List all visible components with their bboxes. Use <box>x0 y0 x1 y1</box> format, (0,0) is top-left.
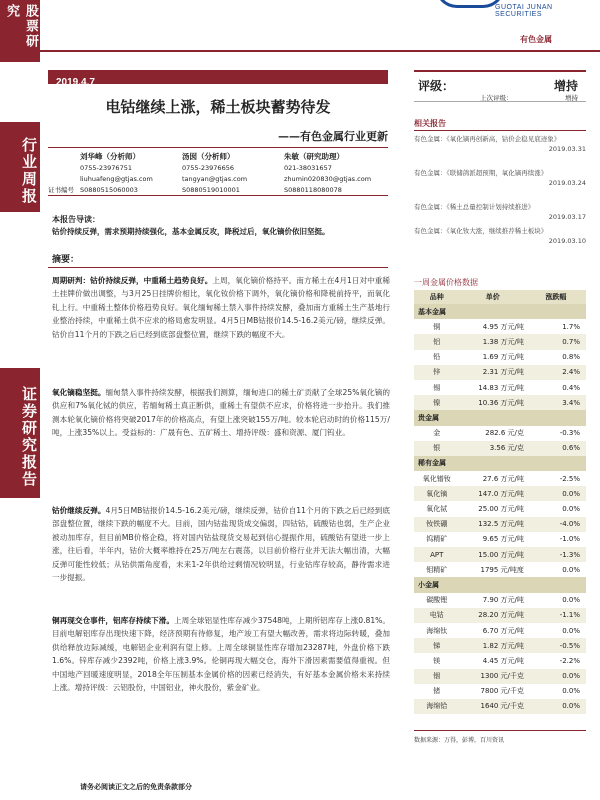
analyst-name: 朱敏（研究助理） <box>284 152 344 161</box>
analyst-cert: S0880118080078 <box>284 185 342 194</box>
metal-price-cell: 28.20 万元/吨 <box>460 608 526 623</box>
related-report-item[interactable] <box>414 168 586 188</box>
table-row <box>414 593 586 608</box>
sector-tag: 有色金属 <box>520 35 552 44</box>
metal-name-cell: 锑 <box>414 638 460 653</box>
col-header-price: 单价 <box>460 290 526 304</box>
table-row <box>414 441 586 456</box>
metal-name-cell: 镁 <box>433 656 441 665</box>
metal-change-cell: -1.0% <box>559 535 580 544</box>
table-row <box>414 638 586 653</box>
price-table-heading: 一周金属价格数据 <box>414 278 478 287</box>
metal-name-cell: 镍 <box>414 395 460 410</box>
related-report-item[interactable] <box>414 226 586 246</box>
metal-name-cell: 锌 <box>414 365 460 380</box>
metal-name-cell: 氧化镝 <box>414 486 460 501</box>
metal-change-cell: 0.0% <box>562 565 580 574</box>
metal-price-cell: 14.83 万元/吨 <box>478 383 524 392</box>
table-row <box>414 623 586 638</box>
report-date: 2019.4.7 <box>56 77 95 88</box>
metal-change-cell: 0.0% <box>562 626 580 635</box>
metal-price-cell: 3.56 元/克 <box>460 441 526 456</box>
left-band <box>0 0 40 800</box>
related-report-date: 2019.03.17 <box>548 213 586 221</box>
metal-price-cell: 1300 元/千克 <box>460 669 526 684</box>
paragraph-body: 缅甸禁入事件持续发酵，根据我们测算，缅甸进口的稀土矿贡献了全球25%氧化镝的供应和7%氧化铽的供应，若缅甸稀土真正断供，重稀土有望供不应求，价格将进一步抬升。我们推测本轮氧化镝价格将突破2017年的价格高点，有望上涨突破155万/吨。较本轮启动时的价格115万/吨，上涨35%以上。受益标的：广晟有色、五矿稀土、增持评级：盛和资源、厦门钨业。 <box>52 388 391 438</box>
analyst-phone: 021-38031657 <box>284 163 332 172</box>
metal-change-cell: 0.0% <box>562 687 580 696</box>
metal-price-table <box>414 290 586 714</box>
analyst-phone: 0755-23976751 <box>80 163 132 172</box>
table-row <box>414 486 586 501</box>
guide-text: 钴价持续反弹，需求预期持续强化，基本金属反攻，降税过后，氧化镝价依旧坚挺。 <box>52 227 330 236</box>
group-label: 贵金属 <box>414 410 586 425</box>
side-label-weekly: 行业周报 <box>0 122 40 212</box>
related-report-item[interactable] <box>414 202 586 222</box>
metal-name-cell: 金 <box>433 429 441 438</box>
metal-change-cell: 1.7% <box>562 322 580 331</box>
table-row <box>414 471 586 486</box>
table-row <box>414 608 586 623</box>
metal-change-cell: -1.3% <box>526 547 586 562</box>
metal-name-cell: 钨精矿 <box>426 535 448 544</box>
cert-label: 证书编号 <box>48 186 74 194</box>
col-header-change: 涨跌幅 <box>526 290 586 304</box>
disclaimer-footer: 请务必阅读正文之后的免责条款部分 <box>80 783 192 791</box>
analyst-name: 汤囡（分析师） <box>182 152 235 161</box>
related-report-date: 2019.03.31 <box>548 145 586 153</box>
metal-price-cell: 282.6 元/克 <box>485 429 524 438</box>
metal-price-cell: 1640 元/千克 <box>460 699 526 714</box>
data-source: 数据来源：万得，彭博，百川资讯 <box>414 737 505 744</box>
summary-paragraph <box>52 614 390 694</box>
related-report-date: 2019.03.24 <box>548 179 586 187</box>
related-divider <box>414 130 586 131</box>
page-header <box>40 0 600 20</box>
metal-change-cell: -1.1% <box>526 608 586 623</box>
metal-name-cell: 铜 <box>433 322 441 331</box>
metal-change-cell: 0.4% <box>562 383 580 392</box>
related-report-date: 2019.03.10 <box>548 237 586 245</box>
metal-name-cell: 钼精矿 <box>426 565 448 574</box>
price-table-divider <box>414 730 586 731</box>
metal-price-cell: 27.6 万元/吨 <box>482 474 524 483</box>
report-title: 电钴继续上涨，稀土板块蓄势待发 <box>105 98 331 116</box>
table-row <box>414 380 586 395</box>
metal-price-cell: 2.31 万元/吨 <box>460 365 526 380</box>
rating-label: 评级： <box>418 79 455 93</box>
metal-change-cell: 0.0% <box>562 505 580 514</box>
table-group-row <box>414 410 586 425</box>
related-report-title[interactable]: 有色金属：《联储鸽派超预期，氧化镝再续涨》 <box>414 169 548 177</box>
rating-value: 增持 <box>553 79 578 93</box>
company-name: GUOTAI JUNAN SECURITIES <box>495 4 553 18</box>
table-row <box>414 319 586 334</box>
metal-name-cell: 锡 <box>433 383 441 392</box>
table-row <box>414 547 586 562</box>
table-row <box>414 669 586 684</box>
metal-price-cell: 9.65 万元/吨 <box>482 535 524 544</box>
metal-price-cell: 1795 元/吨度 <box>480 565 524 574</box>
metal-price-cell: 10.36 万元/吨 <box>460 395 526 410</box>
metal-price-cell: 7800 元/千克 <box>480 687 524 696</box>
side-label-stock-research: 股票研究 <box>0 0 40 62</box>
table-row <box>414 334 586 349</box>
metal-price-cell: 1.69 万元/吨 <box>482 353 524 362</box>
side-label-report: 证券研究报告 <box>0 368 40 498</box>
paragraph-body: 上周，氧化镝价格持平。南方稀土在4月1日对中重稀土挂牌价做出调整，与3月25日挂牌价相比，氧化钕价格下调外，氧化镝价格和降税前持平，而氧化钆上行。中重稀土整体价格趋势良好。氧化缅甸稀土禁入事件持续发酵，叠加南方重稀土生产基地行业整治持续，中重稀土供不应求的格局愈发明显。4月5日MB钴报价14.5-16.2美元/磅，继续反弹。钴价自11个月的下跌之后已经到底部盘整位置，继续下跌的幅度不大。 <box>52 276 390 339</box>
header-divider <box>40 50 600 52</box>
col-header-name: 品种 <box>414 290 460 304</box>
metal-change-cell: 0.6% <box>526 441 586 456</box>
metal-change-cell: -2.2% <box>559 656 580 665</box>
analyst-emails-row <box>48 173 388 184</box>
metal-change-cell: 0.8% <box>562 353 580 362</box>
related-report-item[interactable] <box>414 134 586 154</box>
metal-name-cell: 锗 <box>433 687 441 696</box>
metal-price-cell: 1.38 万元/吨 <box>460 334 526 349</box>
table-row <box>414 532 586 547</box>
prev-rating-label: 上次评级： <box>480 94 513 102</box>
analyst-certs-row <box>48 184 388 195</box>
metal-name-cell: 海绵铪 <box>414 699 460 714</box>
table-row <box>414 562 586 577</box>
metal-name-cell: 电钴 <box>414 608 460 623</box>
prev-rating-value: 增持 <box>565 94 578 102</box>
analyst-email[interactable]: tangyan@gtjas.com <box>182 174 248 183</box>
metal-change-cell: -2.5% <box>559 474 580 483</box>
rating-box <box>414 70 586 102</box>
metal-change-cell: -0.5% <box>526 638 586 653</box>
paragraph-lead: 钴价继续反弹。 <box>52 506 106 515</box>
related-report-title[interactable]: 有色金属：《氧化钕大涨，继续推荐稀土板块》 <box>414 227 548 235</box>
group-label: 稀有金属 <box>414 456 586 471</box>
metal-price-cell: 4.45 万元/吨 <box>482 656 524 665</box>
guide-label: 本报告导读： <box>52 215 100 224</box>
metal-name-cell: 氧化铽 <box>426 505 448 514</box>
table-row <box>414 501 586 516</box>
summary-paragraph <box>52 504 390 584</box>
table-row <box>414 365 586 380</box>
metal-price-cell: 132.5 万元/吨 <box>460 517 526 532</box>
paragraph-lead: 铜再现交仓事件，铝库存持续下滑。 <box>52 616 174 625</box>
metal-name-cell: 氧化镨钕 <box>422 474 451 483</box>
metal-change-cell: 0.7% <box>526 334 586 349</box>
related-reports-heading: 相关报告 <box>414 119 446 128</box>
paragraph-lead: 周期研判：钴价持续反弹，中重稀土趋势良好。 <box>52 276 213 285</box>
table-row <box>414 395 586 410</box>
group-label: 小金属 <box>414 577 586 592</box>
report-subtitle: ——有色金属行业更新 <box>278 130 388 143</box>
metal-name-cell: 碳酸锂 <box>426 596 448 605</box>
summary-label: 摘要： <box>52 255 80 265</box>
metal-price-cell: 25.00 万元/吨 <box>478 505 524 514</box>
table-header-row <box>414 290 586 304</box>
metal-name-cell: 铝 <box>414 334 460 349</box>
metal-change-cell: 2.4% <box>526 365 586 380</box>
metal-price-cell: 7.90 万元/吨 <box>482 596 524 605</box>
related-report-title[interactable]: 有色金属：《稀土总量控制计划持续推进》 <box>414 203 535 211</box>
group-label: 基本金属 <box>414 304 586 319</box>
table-row <box>414 653 586 668</box>
analyst-email[interactable]: zhumin020830@gtjas.com <box>284 174 372 183</box>
table-group-row <box>414 304 586 319</box>
metal-name-cell: 铅 <box>433 353 441 362</box>
metal-name-cell: APT <box>414 547 460 562</box>
table-group-row <box>414 577 586 592</box>
related-report-title[interactable]: 有色金属：《氧化镝再创新高，钴价企稳见底迹象》 <box>414 135 561 143</box>
paragraph-body: 4月5日MB钴报价14.5-16.2美元/磅，继续反弹，钴价自11个月的下跌之后已经到底部盘整位置，继续下跌的幅度不大。目前，国内钴盐现货成交偏弱，四钴钴，硫酸钴也弱，生产企业被动加库存，但目前MB价格企稳，将对国内钴盐现货交易起到信心提振作用，硫酸钴有望进一步上涨，往后看，半年内，钴价大概率维持在25万/吨左右震荡，以目前价格行业并无法大幅出清，大幅反弹可能性较低；从钴供需角度看，未来1-2年供给过剩情况较明显，行业钴库存较高，静待需求进一步提振。 <box>52 506 391 583</box>
table-row <box>414 426 586 441</box>
summary-divider <box>48 267 388 268</box>
metal-name-cell: 钕铁硼 <box>414 517 460 532</box>
metal-name-cell: 铟 <box>414 669 460 684</box>
metal-change-cell: -4.0% <box>526 517 586 532</box>
paragraph-lead: 氧化镝稳坚挺。 <box>52 388 106 397</box>
metal-change-cell: 0.0% <box>526 669 586 684</box>
analyst-name: 刘华峰（分析师） <box>80 152 140 161</box>
analyst-cert: S0880515060003 <box>80 185 138 194</box>
metal-change-cell: 0.0% <box>526 486 586 501</box>
summary-paragraph <box>52 386 390 440</box>
analyst-block <box>48 147 388 196</box>
metal-name-cell: 银 <box>414 441 460 456</box>
date-bar <box>48 70 388 88</box>
metal-change-cell: 3.4% <box>526 395 586 410</box>
table-row <box>414 699 586 714</box>
metal-name-cell: 海绵钛 <box>426 626 448 635</box>
table-row <box>414 350 586 365</box>
table-row <box>414 517 586 532</box>
analyst-email[interactable]: liuhuafeng@gtjas.com <box>80 174 153 183</box>
analyst-phone: 0755-23976656 <box>182 163 234 172</box>
metal-price-cell: 1.82 万元/吨 <box>460 638 526 653</box>
summary-paragraph <box>52 274 390 341</box>
metal-price-cell: 6.70 万元/吨 <box>482 626 524 635</box>
table-row <box>414 684 586 699</box>
analyst-phones-row <box>48 162 388 173</box>
metal-price-cell: 15.00 万元/吨 <box>460 547 526 562</box>
metal-price-cell: 147.0 万元/吨 <box>460 486 526 501</box>
metal-change-cell: 0.0% <box>526 699 586 714</box>
metal-change-cell: -0.3% <box>559 429 580 438</box>
paragraph-body: 上周全球铝显性库存减少37548吨，上期所铝库存上涨0.81%。目前电解铝库存出现快速下降，经济预期有待修复，地产竣工有望大幅改善，需求将边际转暖，叠加供给释放边际减缓，电解铝企业利润有望上修。上周全球铜显性库存增加23287吨，外盘价格下跌1.6%。锌库存减少2392吨，价格上涨3.9%。伦铜再现大幅交仓，海外下滑因素需要值得重视。但中国地产回暖速度明显，2018全年压制基本金属价格的因素已经消失，有好基本金属价格未来持续上涨。增持评级：云铝股份，中国铝业，神火股份，紫金矿业。 <box>52 616 391 693</box>
metal-change-cell: 0.0% <box>562 596 580 605</box>
analyst-names-row <box>48 151 388 162</box>
table-group-row <box>414 456 586 471</box>
metal-price-cell: 4.95 万元/吨 <box>482 322 524 331</box>
analyst-cert: S0880519010001 <box>182 185 240 194</box>
